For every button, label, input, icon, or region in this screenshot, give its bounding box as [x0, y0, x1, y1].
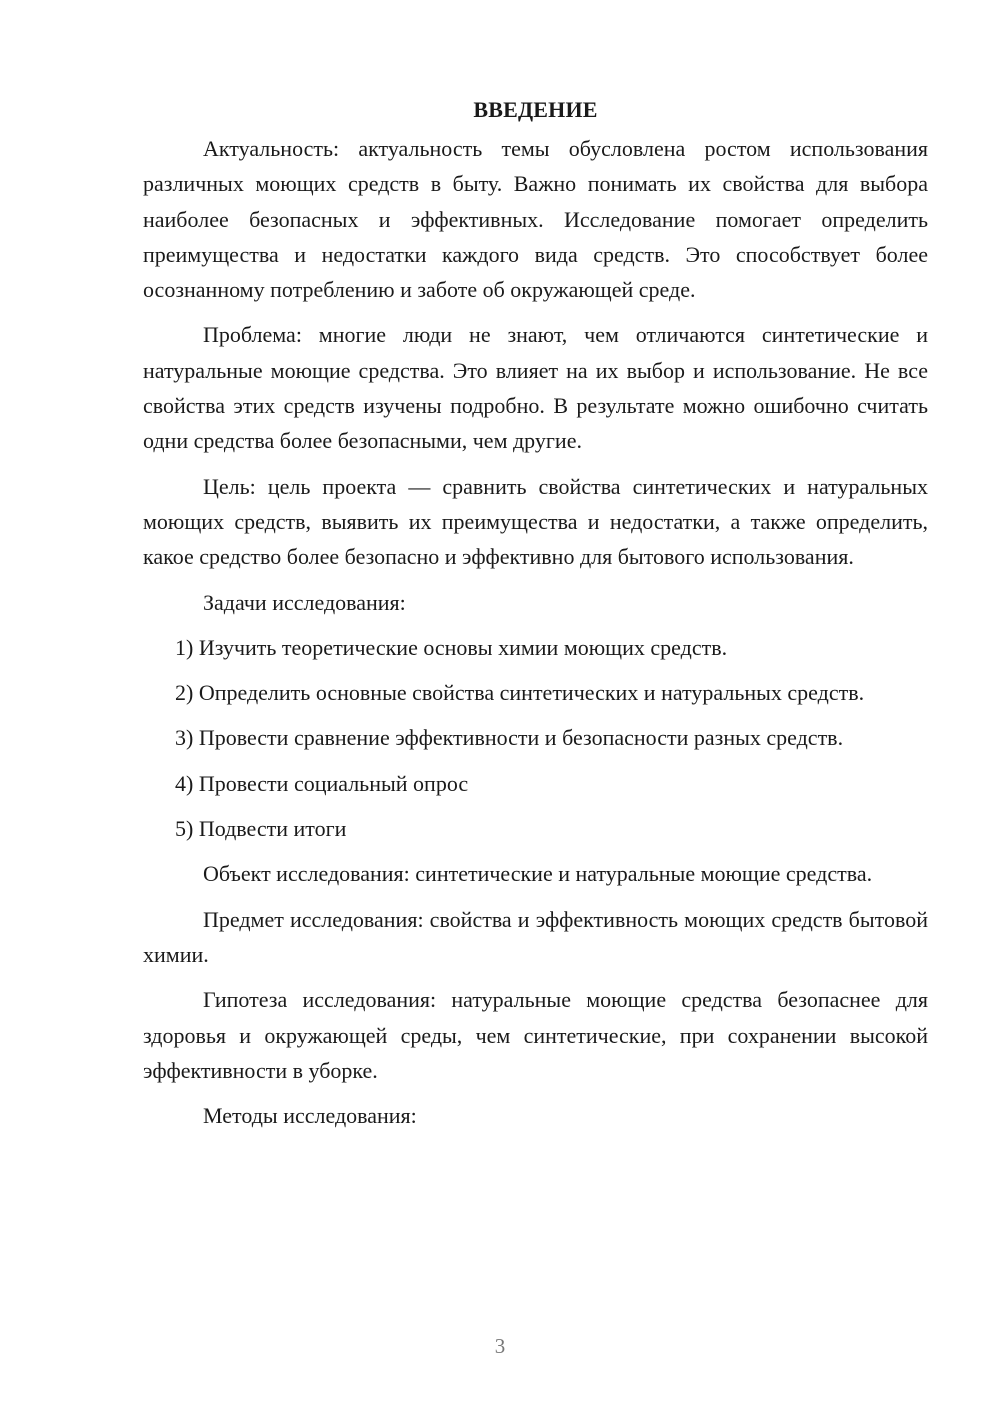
object-paragraph: Объект исследования: синтетические и натуральные моющие средства.: [203, 861, 873, 887]
tasks-title: Задачи исследования:: [203, 589, 406, 615]
document-page: [143, 90, 928, 1143]
page-number: 3: [494, 1334, 506, 1358]
relevance-paragraph: Актуальность: актуальность темы обусловлена ростом использования различных моющих средств в быту. Важно понимать их свойства для выбора наиболее безопасных и эффективных. Исследование помогает определить преимущества и недостатки каждого вида средств. Это способствует более осознанному потреблению и заботе об окружающей среде.: [143, 136, 928, 303]
task-item-2: 2) Определить основные свойства синтетических и натуральных средств.: [175, 680, 865, 706]
task-item-5: 5) Подвести итоги: [175, 816, 347, 842]
task-item-3: 3) Провести сравнение эффективности и безопасности разных средств.: [175, 725, 844, 751]
problem-paragraph: Проблема: многие люди не знают, чем отличаются синтетические и натуральные моющие средства. Это влияет на их выбор и использование. Не все свойства этих средств изучены подробно. В результате можно ошибочно считать одни средства более безопасными, чем другие.: [143, 322, 928, 454]
methods-title: Методы исследования:: [203, 1103, 417, 1129]
section-heading: ВВЕДЕНИЕ: [473, 97, 598, 122]
subject-paragraph: Предмет исследования: свойства и эффективность моющих средств бытовой химии.: [143, 906, 928, 967]
hypothesis-paragraph: Гипотеза исследования: натуральные моющие средства безопаснее для здоровья и окружающей среды, чем синтетические, при сохранении высокой эффективности в уборке.: [143, 987, 928, 1083]
task-item-1: 1) Изучить теоретические основы химии моющих средств.: [175, 634, 728, 660]
task-item-4: 4) Провести социальный опрос: [175, 770, 469, 796]
goal-paragraph: Цель: цель проекта — сравнить свойства синтетических и натуральных моющих средств, выявить их преимущества и недостатки, а также определить, какое средство более безопасно и эффективно для бытового использования.: [143, 473, 928, 570]
